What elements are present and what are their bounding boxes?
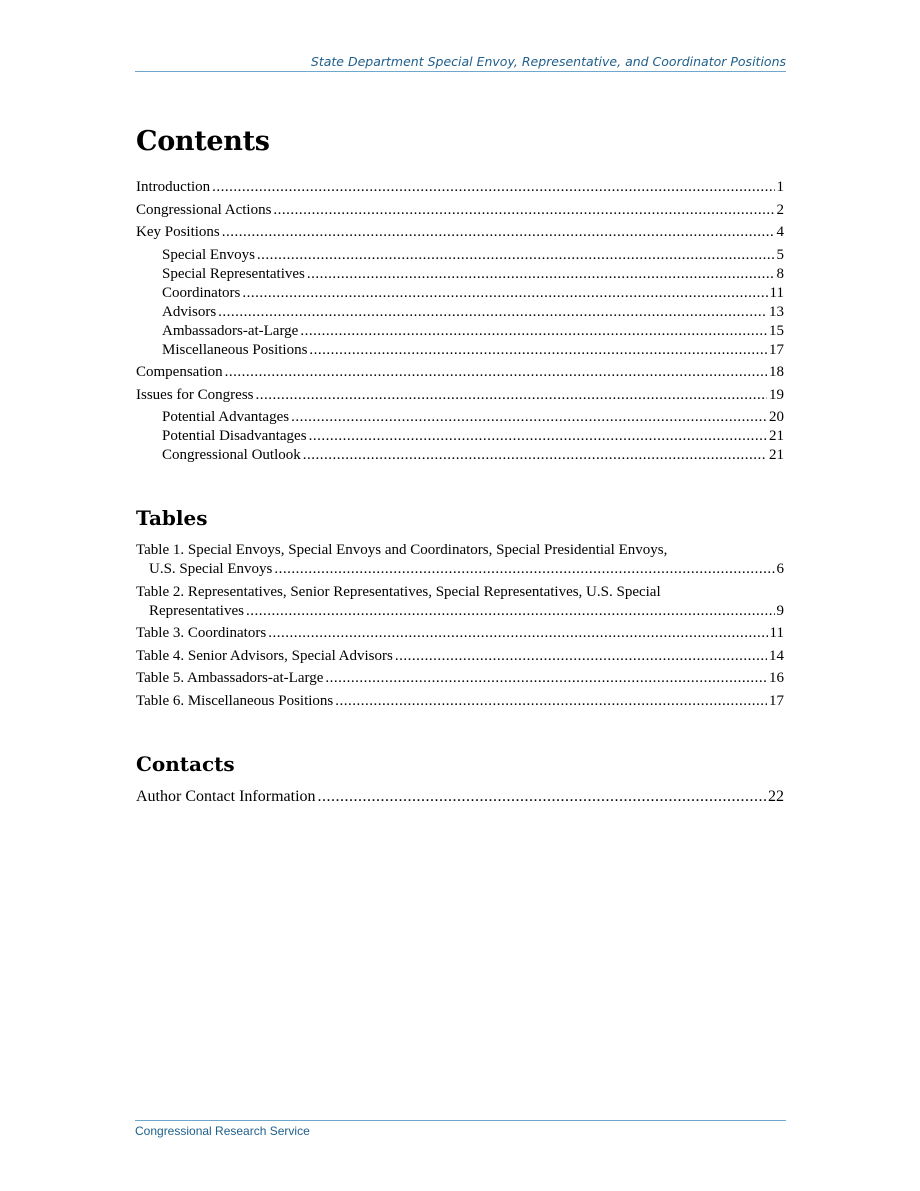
toc-entry-congressional-actions[interactable]: Congressional Actions ..... 2	[136, 201, 784, 220]
contacts-heading: Contacts	[136, 751, 235, 776]
contents-list	[136, 178, 784, 465]
table-of-contents-page	[136, 124, 784, 809]
toc-entry-table-6[interactable]: Table 6. Miscellaneous Positions ..... 17	[136, 692, 784, 711]
toc-entry-advisors[interactable]: Advisors ..... 13	[136, 303, 784, 322]
toc-entry-issues-for-congress[interactable]: Issues for Congress ..... 19	[136, 386, 784, 405]
tables-heading: Tables	[136, 506, 208, 530]
footer-publisher: Congressional Research Service	[135, 1124, 310, 1138]
toc-entry-special-representatives[interactable]: Special Representatives ..... 8	[136, 265, 784, 284]
toc-entry-ambassadors-at-large[interactable]: Ambassadors-at-Large ..... 15	[136, 322, 784, 341]
toc-entry-table-4[interactable]: Table 4. Senior Advisors, Special Advisors ..... 14	[136, 647, 784, 666]
toc-entry-miscellaneous-positions[interactable]: Miscellaneous Positions ..... 17	[136, 341, 784, 360]
toc-entry-table-3[interactable]: Table 3. Coordinators ..... 11	[136, 624, 784, 643]
toc-entry-congressional-outlook[interactable]: Congressional Outlook ..... 21	[136, 446, 784, 465]
toc-entry-table-5[interactable]: Table 5. Ambassadors-at-Large ..... 16	[136, 669, 784, 688]
toc-entry-potential-disadvantages[interactable]: Potential Disadvantages ..... 21	[136, 427, 784, 446]
toc-entry-table-1[interactable]: Table 1. Special Envoys, Special Envoys and Coordinators, Special Presidential Envoys, U.S. Special Envoys ..... 6	[136, 541, 784, 579]
toc-entry-introduction[interactable]: Introduction ..... 1	[136, 178, 784, 197]
tables-section	[136, 505, 784, 711]
toc-entry-potential-advantages[interactable]: Potential Advantages ..... 20	[136, 408, 784, 427]
toc-entry-special-envoys[interactable]: Special Envoys ..... 5	[136, 246, 784, 265]
contacts-section	[136, 751, 784, 806]
toc-entry-coordinators[interactable]: Coordinators ..... 11	[136, 284, 784, 303]
toc-entry-table-2[interactable]: Table 2. Representatives, Senior Representatives, Special Representatives, U.S. Special Representatives ..... 9	[136, 583, 784, 621]
running-header-title: State Department Special Envoy, Representative, and Coordinator Positions	[310, 54, 786, 69]
toc-entry-key-positions[interactable]: Key Positions ..... 4	[136, 223, 784, 242]
contents-heading: Contents	[136, 126, 270, 157]
running-footer	[135, 1120, 786, 1138]
toc-entry-author-contact-information[interactable]: Author Contact Information ..... 22	[136, 787, 784, 806]
toc-entry-compensation[interactable]: Compensation ..... 18	[136, 363, 784, 382]
running-header	[135, 54, 786, 72]
